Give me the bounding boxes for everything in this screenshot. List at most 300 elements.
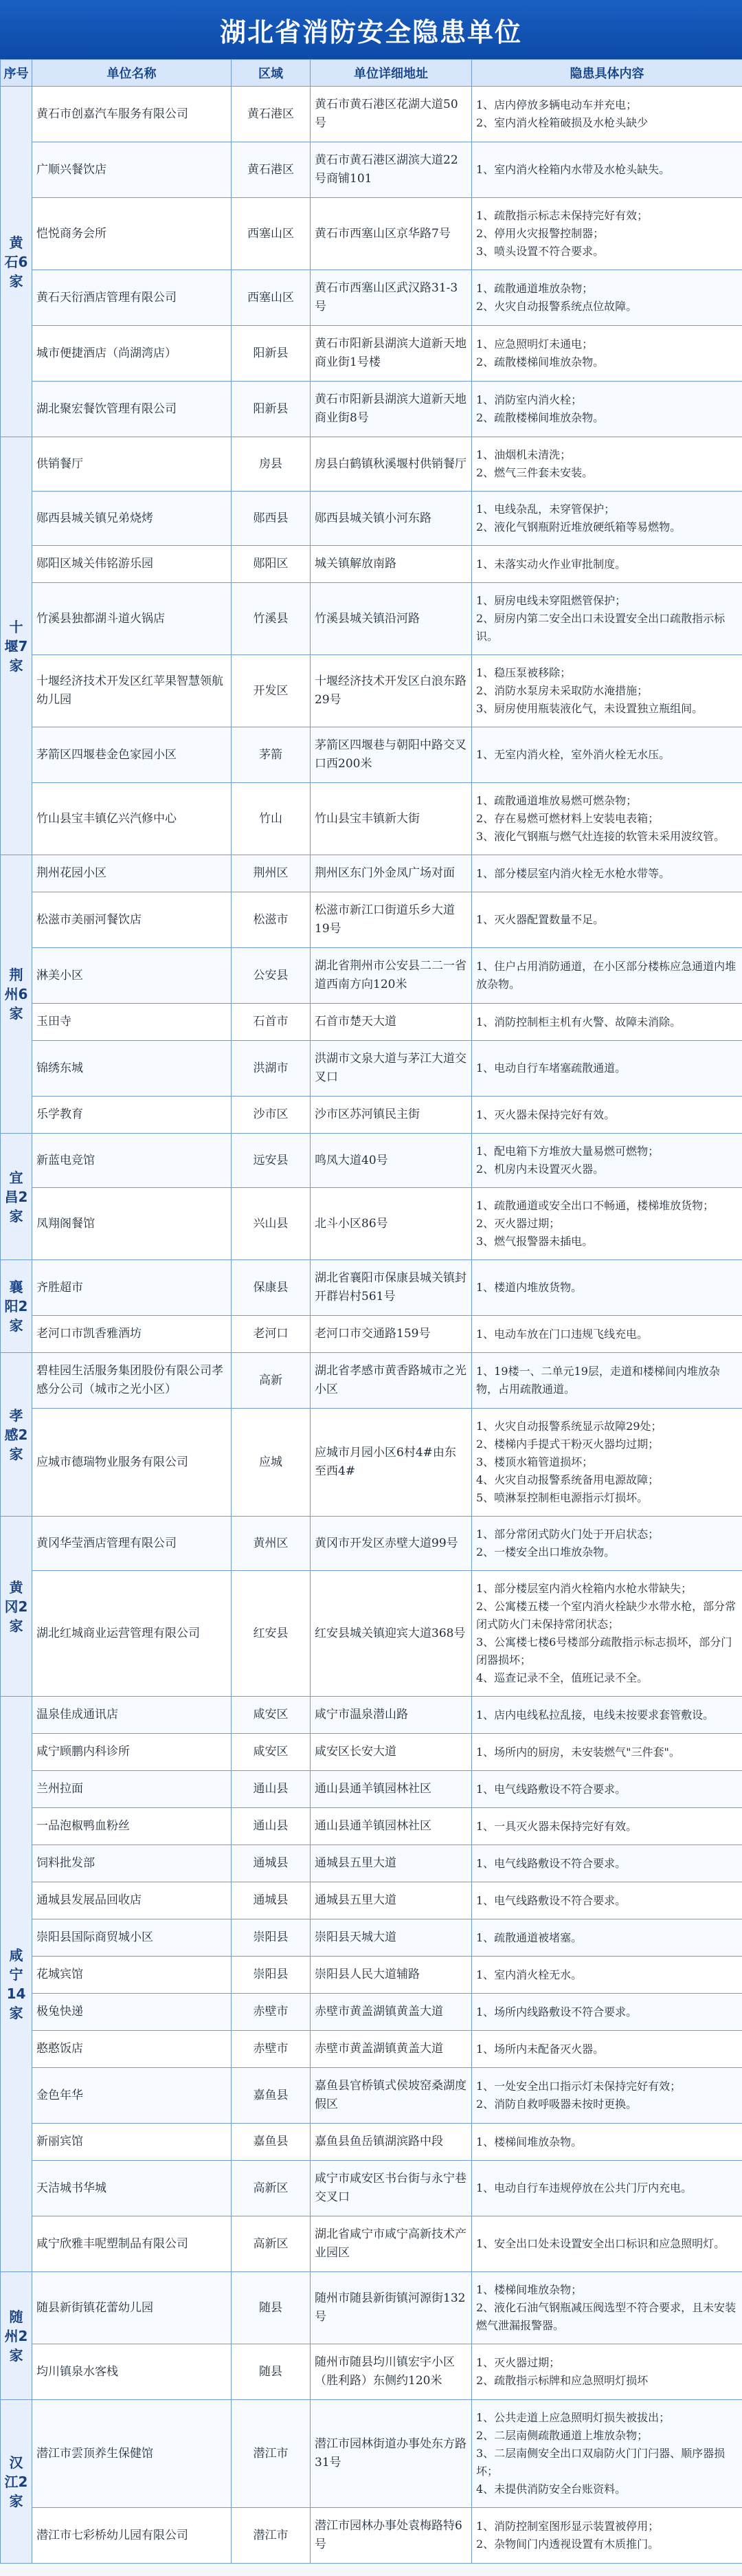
unit-address: 洪湖市文泉大道与茅江大道交叉口 [311, 1041, 472, 1097]
table-row [1, 1919, 742, 1957]
city-group-label: 汉江2家 [1, 2400, 32, 2564]
hazard-details [472, 1571, 742, 1697]
unit-area: 通城县 [232, 1882, 311, 1919]
unit-area: 高新区 [232, 2216, 311, 2272]
hazard-details [472, 2272, 742, 2344]
hazard-item: 1、电动自行车堵塞疏散通道。 [476, 1061, 627, 1075]
unit-address: 黄石市黄石港区花湖大道50号 [311, 87, 472, 142]
unit-address: 竹山县宝丰镇新大街 [311, 783, 472, 855]
unit-name: 荆州花园小区 [32, 855, 232, 892]
unit-area: 老河口 [232, 1316, 311, 1353]
table-row [1, 1771, 742, 1808]
table-row [1, 1316, 742, 1353]
table-row [1, 2161, 742, 2216]
table-row [1, 270, 742, 326]
unit-area: 赤壁市 [232, 2031, 311, 2068]
table-row [1, 1004, 742, 1041]
hazard-details [472, 1994, 742, 2031]
unit-area: 西塞山区 [232, 198, 311, 270]
city-group-label: 宜昌2家 [1, 1134, 32, 1260]
hazard-item: 1、住户占用消防通道，在小区部分楼栋应急通道内堆放杂物。 [476, 960, 737, 991]
unit-name: 潜江市雲顶养生保健馆 [32, 2400, 232, 2508]
table-row [1, 2400, 742, 2508]
city-group-label: 孝感2家 [1, 1353, 32, 1517]
unit-address: 黄石市阳新县湖滨大道新天地商业街1号楼 [311, 326, 472, 382]
unit-address: 嘉鱼县官桥镇式侯坡窑桑湖度假区 [311, 2068, 472, 2124]
hazard-item: 1、店内停放多辆电动车并充电； [476, 98, 638, 111]
hazard-details [472, 2161, 742, 2216]
hazard-details [472, 1353, 742, 1409]
hazard-item: 1、室内消火栓无水。 [476, 1968, 583, 1981]
unit-area: 保康县 [232, 1260, 311, 1316]
hazard-details [472, 2216, 742, 2272]
table-header-row [1, 60, 742, 87]
unit-area: 嘉鱼县 [232, 2068, 311, 2124]
unit-address: 十堰经济技术开发区白浪东路29号 [311, 655, 472, 727]
table-row [1, 492, 742, 546]
unit-address: 崇阳县天城大道 [311, 1919, 472, 1957]
table-row [1, 1409, 742, 1517]
unit-area: 黄州区 [232, 1517, 311, 1571]
unit-address: 潜江市园林办事处袁梅路特6号 [311, 2508, 472, 2564]
hazard-details [472, 2068, 742, 2124]
unit-area: 开发区 [232, 655, 311, 727]
unit-area: 随县 [232, 2272, 311, 2344]
unit-area: 松滋市 [232, 892, 311, 948]
unit-name: 老河口市凯香雅酒坊 [32, 1316, 232, 1353]
unit-name: 茅箭区四堰巷金色家园小区 [32, 727, 232, 783]
table-row [1, 2031, 742, 2068]
table-row [1, 1353, 742, 1409]
unit-area: 郧西县 [232, 492, 311, 546]
hazard-details [472, 1316, 742, 1353]
unit-area: 郧阳区 [232, 546, 311, 583]
unit-name: 郧西县城关镇兄弟烧烤 [32, 492, 232, 546]
unit-address: 崇阳县人民大道辅路 [311, 1957, 472, 1994]
hazard-details [472, 1260, 742, 1316]
table-row [1, 382, 742, 437]
hazard-item: 2、厨房内第二安全出口未设置安全出口疏散指示标识。 [476, 612, 726, 643]
hazard-item: 2、室内消火栓箱破损及水枪头缺少 [476, 116, 649, 129]
city-group-label: 襄阳2家 [1, 1260, 32, 1353]
unit-name: 天洁城书华城 [32, 2161, 232, 2216]
table-row [1, 2344, 742, 2400]
hazard-item: 1、店内电线私拉乱接，电线未按要求套管敷设。 [476, 1708, 715, 1721]
unit-address: 老河口市交通路159号 [311, 1316, 472, 1353]
unit-area: 竹溪县 [232, 583, 311, 655]
table-row [1, 1041, 742, 1097]
unit-area: 西塞山区 [232, 270, 311, 326]
unit-name: 兰州拉面 [32, 1771, 232, 1808]
hazard-item: 1、电动自行车违规停放在公共门厅内充电。 [476, 2181, 693, 2194]
unit-area: 高新区 [232, 2161, 311, 2216]
hazard-item: 2、公寓楼五楼一个室内消火栓缺少水带水枪，部分常闭式防火门未保持常闭状态； [476, 1600, 737, 1631]
table-row [1, 948, 742, 1004]
page-header [0, 0, 742, 59]
unit-name: 咸宁顾鹏内科诊所 [32, 1734, 232, 1771]
city-group-label: 黄石6家 [1, 87, 32, 437]
hazard-item: 2、杂物间门内透视设置有木质推门。 [476, 2538, 660, 2551]
hazard-item: 2、疏散指示标牌和应急照明灯损坏 [476, 2374, 649, 2387]
hazard-item: 1、火灾自动报警系统显示故障29处； [476, 1420, 662, 1433]
hazard-details [472, 437, 742, 492]
table-row [1, 326, 742, 382]
unit-area: 石首市 [232, 1004, 311, 1041]
unit-name: 随县新街镇花蕾幼儿园 [32, 2272, 232, 2344]
hazard-details [472, 2124, 742, 2161]
hazard-item: 1、应急照明灯未通电； [476, 338, 594, 351]
table-row [1, 783, 742, 855]
unit-address: 湖北省咸宁市咸宁高新技术产业园区 [311, 2216, 472, 2272]
unit-address: 赤壁市黄盖湖镇黄盖大道 [311, 1994, 472, 2031]
hazard-item: 1、油烟机未清洗； [476, 448, 572, 461]
table-row [1, 892, 742, 948]
hazard-details [472, 142, 742, 198]
table-row [1, 198, 742, 270]
unit-name: 竹山县宝丰镇亿兴汽修中心 [32, 783, 232, 855]
unit-area: 高新 [232, 1353, 311, 1409]
hazard-item: 1、疏散指示标志未保持完好有效； [476, 209, 649, 222]
table-row [1, 1188, 742, 1260]
hazard-item: 1、部分楼层室内消火栓箱内水枪水带缺失； [476, 1582, 693, 1595]
unit-name: 恺悦商务会所 [32, 198, 232, 270]
hazard-details [472, 87, 742, 142]
unit-address: 竹溪县城关镇沿河路 [311, 583, 472, 655]
table-row [1, 1845, 742, 1882]
hazard-item: 1、灭火器未保持完好有效。 [476, 1108, 616, 1121]
hazard-item: 3、喷头设置不符合要求。 [476, 245, 605, 258]
unit-name: 碧桂园生活服务集团股份有限公司孝感分公司（城市之光小区） [32, 1353, 232, 1409]
hazard-item: 3、燃气报警器未插电。 [476, 1235, 594, 1248]
hazard-details [472, 1882, 742, 1919]
unit-area: 竹山 [232, 783, 311, 855]
unit-address: 松滋市新江口街道乐乡大道19号 [311, 892, 472, 948]
unit-area: 嘉鱼县 [232, 2124, 311, 2161]
hazard-item: 1、一处安全出口指示灯未保持完好有效； [476, 2080, 682, 2093]
unit-name: 黄石市创嘉汽车服务有限公司 [32, 87, 232, 142]
hazard-item: 2、燃气三件套未安装。 [476, 466, 594, 479]
table-row [1, 142, 742, 198]
hazard-details [472, 270, 742, 326]
hazard-item: 1、配电箱下方堆放大量易燃可燃物； [476, 1145, 660, 1158]
hazard-item: 2、灭火器过期； [476, 1217, 561, 1230]
unit-address: 北斗小区86号 [311, 1188, 472, 1260]
unit-area: 通山县 [232, 1771, 311, 1808]
hazard-details [472, 1004, 742, 1041]
unit-area: 赤壁市 [232, 1994, 311, 2031]
hazard-details [472, 2031, 742, 2068]
city-group-label: 咸宁14家 [1, 1697, 32, 2272]
unit-address: 通城县五里大道 [311, 1845, 472, 1882]
unit-area: 公安县 [232, 948, 311, 1004]
hazard-item: 1、一具灭火器未保持完好有效。 [476, 1819, 638, 1833]
hazard-item: 1、电动车放在门口违规飞线充电。 [476, 1327, 649, 1341]
unit-address: 黄石市阳新县湖滨大道新天地商业街8号 [311, 382, 472, 437]
unit-address: 随州市随县均川镇宏宇小区（胜利路）东侧约120米 [311, 2344, 472, 2400]
unit-name: 饲料批发部 [32, 1845, 232, 1882]
unit-address: 鸣凤大道40号 [311, 1134, 472, 1188]
unit-name: 淋美小区 [32, 948, 232, 1004]
unit-name: 憨憨饭店 [32, 2031, 232, 2068]
hazard-item: 1、电气线路敷设不符合要求。 [476, 1893, 627, 1907]
hazard-item: 3、二层南侧安全出口双扇防火门门闩器、顺序器损坏； [476, 2447, 726, 2478]
unit-name: 一品泡椒鸭血粉丝 [32, 1808, 232, 1845]
column-header-issues: 隐患具体内容 [472, 60, 742, 87]
hazard-item: 1、场所内线路敷设不符合要求。 [476, 2005, 638, 2018]
hazard-item: 1、消防室内消火栓； [476, 393, 583, 406]
unit-name: 乐学教育 [32, 1097, 232, 1134]
unit-area: 房县 [232, 437, 311, 492]
table-row [1, 855, 742, 892]
unit-address: 咸宁市咸安区书台街与永宁巷交叉口 [311, 2161, 472, 2216]
hazard-item: 3、液化气钢瓶与燃气灶连接的软管未采用波纹管。 [476, 830, 726, 843]
unit-name: 齐胜超市 [32, 1260, 232, 1316]
unit-address: 湖北省襄阳市保康县城关镇封开群岩村561号 [311, 1260, 472, 1316]
hazard-item: 2、消防自救呼吸器未按时更换。 [476, 2098, 638, 2111]
unit-address: 黄石市黄石港区湖滨大道22号商铺101 [311, 142, 472, 198]
hazard-item: 2、存在易燃可燃材料上安装电表箱； [476, 812, 660, 825]
city-group-label: 黄冈2家 [1, 1517, 32, 1697]
table-row [1, 87, 742, 142]
table-row [1, 583, 742, 655]
unit-area: 阳新县 [232, 382, 311, 437]
hazard-item: 2、消防水泵房未采取防水淹措施； [476, 684, 649, 697]
hazard-details [472, 1808, 742, 1845]
unit-address: 黄石市西塞山区京华路7号 [311, 198, 472, 270]
unit-area: 潜江市 [232, 2400, 311, 2508]
hazard-details [472, 492, 742, 546]
unit-area: 兴山县 [232, 1188, 311, 1260]
unit-address: 随州市随县新街镇河源街132号 [311, 2272, 472, 2344]
unit-area: 黄石港区 [232, 142, 311, 198]
unit-address: 荆州区东门外金凤广场对面 [311, 855, 472, 892]
hazard-item: 1、灭火器配置数量不足。 [476, 913, 605, 926]
unit-address: 通城县五里大道 [311, 1882, 472, 1919]
unit-area: 黄石港区 [232, 87, 311, 142]
unit-name: 新丽宾馆 [32, 2124, 232, 2161]
unit-name: 锦绣东城 [32, 1041, 232, 1097]
unit-address: 红安县城关镇迎宾大道368号 [311, 1571, 472, 1697]
unit-address: 通山县通羊镇园林社区 [311, 1808, 472, 1845]
hazard-details [472, 583, 742, 655]
hazard-item: 2、液化石油气钢瓶减压阀选型不符合要求，且未安装燃气泄漏报警器。 [476, 2301, 737, 2332]
hazard-details [472, 1134, 742, 1188]
unit-area: 通山县 [232, 1808, 311, 1845]
unit-name: 潜江市七彩桥幼儿园有限公司 [32, 2508, 232, 2564]
unit-address: 嘉鱼县鱼岳镇湖滨路中段 [311, 2124, 472, 2161]
table-row [1, 727, 742, 783]
city-group-label: 随州2家 [1, 2272, 32, 2400]
unit-name: 通城县发展品回收店 [32, 1882, 232, 1919]
hazard-item: 1、部分常闭式防火门处于开启状态； [476, 1528, 660, 1541]
unit-area: 应城 [232, 1409, 311, 1517]
unit-address: 湖北省荆州市公安县二二一省道西南方向120米 [311, 948, 472, 1004]
unit-address: 沙市区苏河镇民主街 [311, 1097, 472, 1134]
hazard-details [472, 382, 742, 437]
unit-name: 均川镇泉水客栈 [32, 2344, 232, 2400]
hazard-item: 1、疏散通道堆放易燃可燃杂物； [476, 794, 638, 807]
hazard-item: 3、公寓楼七楼6号楼部分疏散指示标志损坏，部分门闭器损坏； [476, 1636, 732, 1666]
unit-name: 温泉佳成通讯店 [32, 1697, 232, 1734]
unit-name: 供销餐厅 [32, 437, 232, 492]
hazard-details [472, 1734, 742, 1771]
unit-address: 房县白鹤镇秋溪堰村供销餐厅 [311, 437, 472, 492]
hazard-item: 1、安全出口处未设置安全出口标识和应急照明灯。 [476, 2237, 726, 2250]
unit-name: 城市便捷酒店（尚湖湾店） [32, 326, 232, 382]
table-row [1, 1260, 742, 1316]
city-group-label: 十堰7家 [1, 437, 32, 855]
hazard-details [472, 892, 742, 948]
unit-area: 沙市区 [232, 1097, 311, 1134]
column-header-index: 序号 [1, 60, 32, 87]
hazard-item: 1、公共走道上应急照明灯损失被拔出； [476, 2411, 671, 2424]
hazard-item: 1、疏散通道或安全出口不畅通，楼梯堆放货物； [476, 1199, 715, 1212]
hazard-item: 1、场所内的厨房，未安装燃气"三件套"。 [476, 1745, 680, 1759]
hazard-item: 1、电气线路敷设不符合要求。 [476, 1782, 627, 1796]
hazard-item: 2、液化气钢瓶附近堆放硬纸箱等易燃物。 [476, 520, 682, 533]
city-group-label: 荆州6家 [1, 855, 32, 1134]
unit-area: 通城县 [232, 1845, 311, 1882]
unit-name: 花城宾馆 [32, 1957, 232, 1994]
hazard-item: 1、室内消火栓箱内水带及水枪头缺失。 [476, 163, 671, 176]
unit-name: 郧阳区城关伟铭游乐园 [32, 546, 232, 583]
unit-address: 赤壁市黄盖湖镇黄盖大道 [311, 2031, 472, 2068]
hazard-item: 1、19楼一、二单元19层，走道和楼梯间内堆放杂物，占用疏散通道。 [476, 1365, 720, 1396]
hazard-details [472, 1517, 742, 1571]
hazard-item: 2、二层南侧疏散通道上堆放杂物； [476, 2429, 649, 2442]
unit-area: 红安县 [232, 1571, 311, 1697]
hazard-item: 1、消防控制柜主机有火警、故障未消除。 [476, 1015, 682, 1028]
hazard-details [472, 1697, 742, 1734]
table-row [1, 546, 742, 583]
hazard-details [472, 783, 742, 855]
unit-area: 阳新县 [232, 326, 311, 382]
hazard-item: 1、电线杂乱，未穿管保护； [476, 503, 616, 516]
unit-area: 咸安区 [232, 1697, 311, 1734]
unit-area: 咸安区 [232, 1734, 311, 1771]
hazard-item: 2、机房内未设置灭火器。 [476, 1163, 605, 1176]
hazard-item: 1、稳压泵被移除； [476, 666, 572, 679]
unit-name: 新蓝电竞馆 [32, 1134, 232, 1188]
hazard-details [472, 1041, 742, 1097]
hazard-item: 1、无室内消火栓，室外消火栓无水压。 [476, 748, 671, 761]
table-body [1, 87, 742, 2564]
unit-address: 咸安区长安大道 [311, 1734, 472, 1771]
unit-area: 崇阳县 [232, 1919, 311, 1957]
unit-address: 茅箭区四堰巷与朝阳中路交叉口西200米 [311, 727, 472, 783]
unit-name: 应城市德瑞物业服务有限公司 [32, 1409, 232, 1517]
hazard-details [472, 546, 742, 583]
unit-area: 远安县 [232, 1134, 311, 1188]
table-row [1, 1882, 742, 1919]
hazard-item: 1、疏散通道堆放杂物； [476, 282, 594, 295]
unit-name: 金色年华 [32, 2068, 232, 2124]
unit-area: 崇阳县 [232, 1957, 311, 1994]
unit-address: 潜江市园林街道办事处东方路31号 [311, 2400, 472, 2508]
table-row [1, 1697, 742, 1734]
hazard-details [472, 1188, 742, 1260]
unit-address: 黄冈市开发区赤壁大道99号 [311, 1517, 472, 1571]
unit-name: 广顺兴餐饮店 [32, 142, 232, 198]
table-row [1, 1994, 742, 2031]
unit-name: 凤翔阁餐馆 [32, 1188, 232, 1260]
table-row [1, 2216, 742, 2272]
unit-name: 十堰经济技术开发区红苹果智慧领航幼儿园 [32, 655, 232, 727]
unit-address: 郧西县城关镇小河东路 [311, 492, 472, 546]
table-row [1, 1734, 742, 1771]
hazard-item: 4、未提供消防安全台账资料。 [476, 2483, 627, 2496]
unit-address: 咸宁市温泉潜山路 [311, 1697, 472, 1734]
table-row [1, 437, 742, 492]
table-row [1, 1808, 742, 1845]
hazard-item: 2、火灾自动报警系统点位故障。 [476, 300, 638, 313]
unit-name: 竹溪县独都湖斗道火锅店 [32, 583, 232, 655]
unit-name: 松滋市美丽河餐饮店 [32, 892, 232, 948]
unit-address: 应城市月园小区6村4#由东至西4# [311, 1409, 472, 1517]
table-row [1, 2272, 742, 2344]
hazard-details [472, 1845, 742, 1882]
page-title: 湖北省消防安全隐患单位 [219, 16, 522, 47]
unit-address: 石首市楚天大道 [311, 1004, 472, 1041]
hazard-item: 2、楼梯内手提式干粉灭火器均过期； [476, 1438, 660, 1451]
column-header-unit: 单位名称 [32, 60, 232, 87]
table-row [1, 1097, 742, 1134]
hazard-details [472, 1097, 742, 1134]
unit-address: 通山县通羊镇园林社区 [311, 1771, 472, 1808]
unit-name: 极兔快递 [32, 1994, 232, 2031]
hazard-item: 1、未落实动火作业审批制度。 [476, 557, 627, 571]
hazard-details [472, 727, 742, 783]
column-header-area: 区域 [232, 60, 311, 87]
hazard-item: 2、一楼安全出口堆放杂物。 [476, 1545, 616, 1559]
unit-area: 随县 [232, 2344, 311, 2400]
hazard-details [472, 2400, 742, 2508]
unit-address: 黄石市西塞山区武汉路31-3号 [311, 270, 472, 326]
hazard-details [472, 2344, 742, 2400]
unit-area: 茅箭 [232, 727, 311, 783]
hazard-item: 2、停用火灾报警控制器； [476, 227, 605, 240]
hazard-item: 1、场所内未配备灭火器。 [476, 2042, 605, 2056]
hazard-item: 4、巡查记录不全，值班记录不全。 [476, 1671, 649, 1684]
hazard-item: 2、疏散楼梯间堆放杂物。 [476, 411, 605, 424]
hazard-item: 1、电气线路敷设不符合要求。 [476, 1856, 627, 1870]
hazard-details [472, 2508, 742, 2564]
table-row [1, 1134, 742, 1188]
hazard-item: 5、喷淋泵控制柜电源指示灯损坏。 [476, 1491, 649, 1504]
unit-address: 湖北省孝感市黄香路城市之光小区 [311, 1353, 472, 1409]
unit-area: 潜江市 [232, 2508, 311, 2564]
table-row [1, 1571, 742, 1697]
table-row [1, 655, 742, 727]
hazard-item: 1、疏散通道被堵塞。 [476, 1930, 583, 1944]
table-row [1, 2068, 742, 2124]
hazard-details [472, 948, 742, 1004]
hazard-item: 1、楼梯间堆放杂物。 [476, 2135, 583, 2148]
unit-name: 黄冈华莹酒店管理有限公司 [32, 1517, 232, 1571]
unit-name: 崇阳县国际商贸城小区 [32, 1919, 232, 1957]
hazard-details [472, 855, 742, 892]
unit-name: 咸宁欣雅丰呢塑制品有限公司 [32, 2216, 232, 2272]
column-header-address: 单位详细地址 [311, 60, 472, 87]
hazard-details [472, 1771, 742, 1808]
hazard-details [472, 198, 742, 270]
table-row [1, 1517, 742, 1571]
unit-area: 洪湖市 [232, 1041, 311, 1097]
hazard-details [472, 1409, 742, 1517]
unit-name: 湖北红城商业运营管理有限公司 [32, 1571, 232, 1697]
hazard-item: 2、疏散楼梯间堆放杂物。 [476, 355, 605, 368]
table-row [1, 2124, 742, 2161]
